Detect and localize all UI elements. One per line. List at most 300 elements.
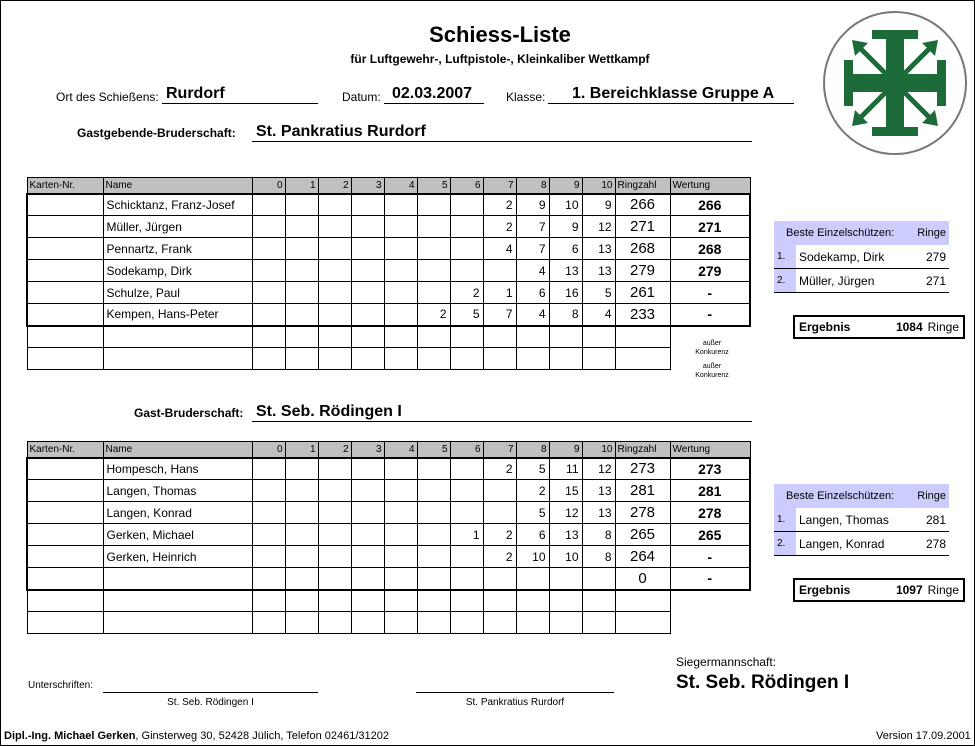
empty-cell[interactable] xyxy=(615,590,670,612)
ringzahl-cell[interactable]: 0 xyxy=(615,568,670,590)
score-cell[interactable] xyxy=(252,524,285,546)
shooter-name-cell[interactable]: Langen, Konrad xyxy=(103,502,252,524)
score-cell[interactable] xyxy=(351,524,384,546)
column-header: 2 xyxy=(318,178,351,194)
score-cell[interactable]: 11 xyxy=(549,458,582,480)
score-cell[interactable] xyxy=(483,568,516,590)
wertung-cell[interactable]: - xyxy=(670,304,750,326)
page-subtitle: für Luftgewehr-, Luftpistole-, Kleinkaliber Wettkampf xyxy=(350,52,650,66)
score-cell[interactable]: 13 xyxy=(582,480,615,502)
score-cell[interactable] xyxy=(582,568,615,590)
score-cell[interactable] xyxy=(417,502,450,524)
score-cell[interactable]: 13 xyxy=(582,502,615,524)
score-cell[interactable]: 16 xyxy=(549,282,582,304)
score-cell[interactable]: 4 xyxy=(582,304,615,326)
empty-cell[interactable] xyxy=(483,612,516,634)
table-row xyxy=(27,458,750,480)
score-cell[interactable] xyxy=(27,260,103,282)
score-cell[interactable]: 7 xyxy=(483,304,516,326)
score-cell[interactable]: 6 xyxy=(549,238,582,260)
score-cell[interactable] xyxy=(252,568,285,590)
score-cell[interactable] xyxy=(351,304,384,326)
score-cell[interactable] xyxy=(252,304,285,326)
column-header: 0 xyxy=(252,442,285,458)
empty-cell[interactable] xyxy=(351,612,384,634)
score-cell[interactable] xyxy=(285,480,318,502)
empty-cell[interactable] xyxy=(384,590,417,612)
score-cell[interactable] xyxy=(351,480,384,502)
column-header: 8 xyxy=(516,178,549,194)
empty-cell[interactable] xyxy=(516,612,549,634)
host-label: Gastgebende-Bruderschaft: xyxy=(77,126,236,140)
ergebnis-unit: Ringe xyxy=(927,583,959,597)
column-header: 4 xyxy=(384,442,417,458)
shooter-name-cell[interactable]: Pennartz, Frank xyxy=(103,238,252,260)
ringzahl-cell[interactable]: 266 xyxy=(615,194,670,216)
score-cell[interactable] xyxy=(417,480,450,502)
score-cell[interactable]: 9 xyxy=(582,194,615,216)
score-cell[interactable] xyxy=(285,568,318,590)
score-cell[interactable] xyxy=(27,546,103,568)
score-cell[interactable]: 5 xyxy=(516,502,549,524)
best-shooters-guest xyxy=(774,484,949,556)
score-cell[interactable] xyxy=(252,480,285,502)
empty-cell[interactable] xyxy=(103,612,252,634)
score-cell[interactable] xyxy=(318,502,351,524)
score-cell[interactable]: 1 xyxy=(483,282,516,304)
shooter-name-cell[interactable]: Kempen, Hans-Peter xyxy=(103,304,252,326)
shooter-name-cell[interactable] xyxy=(103,568,252,590)
score-cell[interactable] xyxy=(384,480,417,502)
score-cell[interactable] xyxy=(27,480,103,502)
score-cell[interactable] xyxy=(252,282,285,304)
ringzahl-cell[interactable]: 271 xyxy=(615,216,670,238)
column-header: 5 xyxy=(417,178,450,194)
empty-cell[interactable] xyxy=(252,326,285,348)
score-cell[interactable] xyxy=(351,502,384,524)
score-cell[interactable] xyxy=(27,524,103,546)
score-cell[interactable] xyxy=(450,260,483,282)
wertung-cell[interactable]: 281 xyxy=(670,480,750,502)
score-cell[interactable] xyxy=(318,282,351,304)
score-cell[interactable] xyxy=(318,194,351,216)
score-cell[interactable] xyxy=(384,238,417,260)
score-cell[interactable]: 8 xyxy=(582,546,615,568)
score-cell[interactable] xyxy=(285,458,318,480)
score-cell[interactable] xyxy=(351,458,384,480)
score-cell[interactable] xyxy=(318,238,351,260)
score-cell[interactable] xyxy=(351,546,384,568)
score-cell[interactable] xyxy=(318,216,351,238)
score-cell[interactable]: 13 xyxy=(582,260,615,282)
score-cell[interactable] xyxy=(27,502,103,524)
host-name-field[interactable]: St. Pankratius Rurdorf xyxy=(252,122,752,142)
empty-cell[interactable] xyxy=(285,612,318,634)
signature-caption-left: St. Seb. Rödingen I xyxy=(167,697,254,708)
empty-cell[interactable] xyxy=(318,348,351,370)
score-cell[interactable] xyxy=(450,458,483,480)
wertung-cell[interactable]: 273 xyxy=(670,458,750,480)
score-cell[interactable] xyxy=(318,546,351,568)
score-cell[interactable] xyxy=(516,568,549,590)
score-cell[interactable] xyxy=(27,194,103,216)
ringzahl-cell[interactable]: 264 xyxy=(615,546,670,568)
score-cell[interactable] xyxy=(285,194,318,216)
column-header: Wertung xyxy=(670,178,750,194)
wertung-cell[interactable]: - xyxy=(670,282,750,304)
score-cell[interactable]: 13 xyxy=(549,260,582,282)
empty-cell[interactable] xyxy=(351,590,384,612)
score-cell[interactable]: 6 xyxy=(516,282,549,304)
ringzahl-cell[interactable]: 273 xyxy=(615,458,670,480)
empty-cell[interactable] xyxy=(285,348,318,370)
score-cell[interactable]: 7 xyxy=(516,238,549,260)
empty-cell[interactable] xyxy=(384,348,417,370)
column-header: 6 xyxy=(450,442,483,458)
best-header: Beste Einzelschützen: xyxy=(774,484,910,508)
score-cell[interactable] xyxy=(252,260,285,282)
empty-cell[interactable] xyxy=(450,348,483,370)
score-cell[interactable]: 2 xyxy=(417,304,450,326)
empty-cell[interactable] xyxy=(549,612,582,634)
score-cell[interactable]: 2 xyxy=(483,546,516,568)
empty-cell[interactable] xyxy=(27,326,103,348)
ringzahl-cell[interactable]: 261 xyxy=(615,282,670,304)
ausser-text: außer xyxy=(702,363,722,370)
empty-cell[interactable] xyxy=(615,612,670,634)
column-header: Karten-Nr. xyxy=(27,442,103,458)
score-cell[interactable]: 10 xyxy=(549,194,582,216)
score-cell[interactable]: 4 xyxy=(516,260,549,282)
score-cell[interactable] xyxy=(417,282,450,304)
guest-table xyxy=(26,441,751,634)
score-cell[interactable] xyxy=(450,194,483,216)
empty-row xyxy=(27,326,750,348)
score-cell[interactable] xyxy=(417,458,450,480)
score-cell[interactable] xyxy=(318,568,351,590)
score-cell[interactable]: 15 xyxy=(549,480,582,502)
empty-cell[interactable] xyxy=(27,612,103,634)
empty-cell[interactable] xyxy=(615,326,670,348)
empty-cell[interactable] xyxy=(516,326,549,348)
column-header: 7 xyxy=(483,178,516,194)
score-cell[interactable] xyxy=(384,458,417,480)
score-cell[interactable] xyxy=(27,458,103,480)
score-cell[interactable] xyxy=(384,260,417,282)
ort-field[interactable]: Rurdorf xyxy=(162,84,318,104)
signature-line-left[interactable] xyxy=(103,692,318,693)
score-cell[interactable] xyxy=(417,194,450,216)
ringzahl-cell[interactable]: 268 xyxy=(615,238,670,260)
konkurenz-text: Konkurenz xyxy=(695,372,729,379)
score-cell[interactable] xyxy=(318,304,351,326)
table-row xyxy=(27,304,750,326)
score-cell[interactable] xyxy=(351,216,384,238)
best-name: Müller, Jürgen xyxy=(796,269,910,293)
score-cell[interactable] xyxy=(318,480,351,502)
score-cell[interactable] xyxy=(450,216,483,238)
wertung-cell[interactable]: - xyxy=(670,568,750,590)
empty-cell[interactable] xyxy=(417,590,450,612)
best-header: Beste Einzelschützen: xyxy=(774,221,910,245)
empty-cell[interactable] xyxy=(582,590,615,612)
score-cell[interactable] xyxy=(483,260,516,282)
column-header: 3 xyxy=(351,442,384,458)
guest-name-field[interactable]: St. Seb. Rödingen I xyxy=(252,402,752,422)
score-cell[interactable] xyxy=(351,194,384,216)
score-cell[interactable] xyxy=(252,216,285,238)
empty-cell[interactable] xyxy=(549,326,582,348)
shooter-name-cell[interactable]: Hompesch, Hans xyxy=(103,458,252,480)
empty-cell[interactable] xyxy=(582,348,615,370)
score-cell[interactable] xyxy=(285,502,318,524)
best-name: Langen, Thomas xyxy=(796,508,910,532)
column-header: Ringzahl xyxy=(615,442,670,458)
empty-cell[interactable] xyxy=(582,326,615,348)
table-row xyxy=(27,480,750,502)
score-cell[interactable] xyxy=(351,568,384,590)
score-cell[interactable] xyxy=(450,568,483,590)
score-cell[interactable] xyxy=(384,502,417,524)
wertung-cell[interactable]: 266 xyxy=(670,194,750,216)
score-cell[interactable] xyxy=(27,216,103,238)
klasse-label: Klasse: xyxy=(506,90,546,104)
wertung-cell[interactable]: 279 xyxy=(670,260,750,282)
shooter-name-cell[interactable]: Schicktanz, Franz-Josef xyxy=(103,194,252,216)
score-cell[interactable] xyxy=(318,458,351,480)
score-cell[interactable] xyxy=(252,458,285,480)
score-cell[interactable] xyxy=(285,304,318,326)
empty-cell[interactable] xyxy=(252,612,285,634)
best-rank: 1. xyxy=(774,245,796,269)
score-cell[interactable] xyxy=(27,568,103,590)
empty-cell[interactable] xyxy=(549,348,582,370)
empty-cell[interactable] xyxy=(351,348,384,370)
winner-label: Siegermannschaft: xyxy=(676,655,777,669)
score-cell[interactable]: 9 xyxy=(516,194,549,216)
score-cell[interactable]: 9 xyxy=(549,216,582,238)
empty-cell[interactable] xyxy=(103,326,252,348)
empty-cell[interactable] xyxy=(516,348,549,370)
ergebnis-unit: Ringe xyxy=(927,320,959,334)
score-cell[interactable]: 8 xyxy=(582,524,615,546)
shooter-name-cell[interactable]: Gerken, Michael xyxy=(103,524,252,546)
table-row xyxy=(27,238,750,260)
empty-cell[interactable] xyxy=(318,326,351,348)
empty-cell[interactable] xyxy=(384,612,417,634)
shooter-name-cell[interactable]: Langen, Thomas xyxy=(103,480,252,502)
ringzahl-cell[interactable]: 265 xyxy=(615,524,670,546)
column-header: 7 xyxy=(483,442,516,458)
datum-field[interactable]: 02.03.2007 xyxy=(384,84,484,104)
konkurenz-text: Konkurenz xyxy=(695,349,729,356)
score-cell[interactable]: 2 xyxy=(483,524,516,546)
klasse-field[interactable]: 1. Bereichklasse Gruppe A xyxy=(548,84,794,104)
column-header: 8 xyxy=(516,442,549,458)
empty-cell[interactable] xyxy=(615,348,670,370)
footer-author: Dipl.-Ing. Michael Gerken xyxy=(4,730,136,742)
empty-cell[interactable] xyxy=(450,590,483,612)
score-cell[interactable]: 2 xyxy=(483,216,516,238)
score-cell[interactable] xyxy=(417,546,450,568)
score-cell[interactable] xyxy=(351,282,384,304)
column-header: Ringzahl xyxy=(615,178,670,194)
score-cell[interactable] xyxy=(384,282,417,304)
table-row xyxy=(27,216,750,238)
score-cell[interactable]: 10 xyxy=(549,546,582,568)
empty-cell[interactable] xyxy=(27,348,103,370)
score-cell[interactable]: 12 xyxy=(549,502,582,524)
score-cell[interactable] xyxy=(384,524,417,546)
empty-cell[interactable] xyxy=(27,590,103,612)
column-header: 1 xyxy=(285,442,318,458)
score-cell[interactable]: 6 xyxy=(516,524,549,546)
ergebnis-guest-box xyxy=(793,578,965,602)
table-row xyxy=(27,282,750,304)
empty-cell[interactable] xyxy=(384,326,417,348)
score-cell[interactable] xyxy=(384,568,417,590)
footer-address: , Ginsterweg 30, 52428 Jülich, Telefon 02461/31202 xyxy=(135,730,390,742)
score-cell[interactable] xyxy=(384,194,417,216)
score-cell[interactable] xyxy=(483,502,516,524)
table-row xyxy=(27,194,750,216)
shooter-name-cell[interactable]: Schulze, Paul xyxy=(103,282,252,304)
wertung-cell[interactable]: 268 xyxy=(670,238,750,260)
empty-cell[interactable] xyxy=(483,348,516,370)
empty-cell[interactable] xyxy=(483,590,516,612)
score-cell[interactable] xyxy=(450,546,483,568)
score-cell[interactable] xyxy=(252,238,285,260)
empty-cell[interactable] xyxy=(318,612,351,634)
score-cell[interactable] xyxy=(417,238,450,260)
empty-cell[interactable] xyxy=(285,590,318,612)
empty-cell[interactable] xyxy=(450,612,483,634)
score-cell[interactable]: 5 xyxy=(516,458,549,480)
empty-cell[interactable] xyxy=(103,348,252,370)
score-cell[interactable]: 2 xyxy=(450,282,483,304)
score-cell[interactable]: 12 xyxy=(582,216,615,238)
empty-cell[interactable] xyxy=(516,590,549,612)
datum-label: Datum: xyxy=(342,90,381,104)
score-cell[interactable]: 10 xyxy=(516,546,549,568)
score-cell[interactable] xyxy=(450,502,483,524)
score-cell[interactable] xyxy=(417,568,450,590)
score-cell[interactable]: 7 xyxy=(516,216,549,238)
score-cell[interactable] xyxy=(384,216,417,238)
column-header: Wertung xyxy=(670,442,750,458)
score-cell[interactable] xyxy=(27,282,103,304)
best-value: 281 xyxy=(910,508,949,532)
empty-cell[interactable] xyxy=(417,348,450,370)
score-cell[interactable] xyxy=(285,216,318,238)
score-cell[interactable] xyxy=(384,304,417,326)
empty-cell[interactable] xyxy=(318,590,351,612)
score-cell[interactable] xyxy=(318,524,351,546)
column-header: Karten-Nr. xyxy=(27,178,103,194)
empty-cell[interactable] xyxy=(103,590,252,612)
score-cell[interactable]: 1 xyxy=(450,524,483,546)
wertung-cell[interactable]: 278 xyxy=(670,502,750,524)
ringzahl-cell[interactable]: 278 xyxy=(615,502,670,524)
empty-cell[interactable] xyxy=(582,612,615,634)
score-cell[interactable] xyxy=(27,304,103,326)
score-cell[interactable] xyxy=(351,238,384,260)
score-cell[interactable] xyxy=(318,260,351,282)
score-cell[interactable] xyxy=(450,480,483,502)
score-cell[interactable]: 5 xyxy=(450,304,483,326)
winner-name: St. Seb. Rödingen I xyxy=(676,672,850,693)
ringzahl-cell[interactable]: 279 xyxy=(615,260,670,282)
score-cell[interactable] xyxy=(417,524,450,546)
wertung-cell[interactable]: - xyxy=(670,546,750,568)
wertung-cell[interactable]: 265 xyxy=(670,524,750,546)
empty-cell[interactable] xyxy=(351,326,384,348)
column-header: 9 xyxy=(549,178,582,194)
empty-cell[interactable] xyxy=(417,612,450,634)
score-cell[interactable] xyxy=(351,260,384,282)
score-cell[interactable] xyxy=(252,502,285,524)
score-cell[interactable] xyxy=(252,546,285,568)
score-cell[interactable]: 4 xyxy=(483,238,516,260)
score-cell[interactable] xyxy=(450,238,483,260)
empty-cell[interactable] xyxy=(285,326,318,348)
footer-credit xyxy=(4,730,389,742)
score-cell[interactable]: 2 xyxy=(516,480,549,502)
empty-cell[interactable] xyxy=(252,590,285,612)
score-cell[interactable] xyxy=(417,216,450,238)
table-row xyxy=(27,502,750,524)
column-header: 2 xyxy=(318,442,351,458)
empty-cell[interactable] xyxy=(450,326,483,348)
score-cell[interactable]: 2 xyxy=(483,194,516,216)
score-cell[interactable]: 2 xyxy=(483,458,516,480)
score-cell[interactable]: 4 xyxy=(516,304,549,326)
score-cell[interactable] xyxy=(417,260,450,282)
score-cell[interactable]: 8 xyxy=(549,304,582,326)
score-cell[interactable] xyxy=(285,282,318,304)
score-cell[interactable] xyxy=(285,260,318,282)
empty-cell[interactable] xyxy=(417,326,450,348)
ringzahl-cell[interactable]: 233 xyxy=(615,304,670,326)
score-cell[interactable] xyxy=(285,238,318,260)
empty-cell[interactable] xyxy=(252,348,285,370)
score-cell[interactable]: 12 xyxy=(582,458,615,480)
score-cell[interactable] xyxy=(252,194,285,216)
empty-cell[interactable] xyxy=(549,590,582,612)
shooter-name-cell[interactable]: Gerken, Heinrich xyxy=(103,546,252,568)
empty-cell[interactable] xyxy=(483,326,516,348)
score-cell[interactable] xyxy=(285,524,318,546)
shooter-name-cell[interactable]: Sodekamp, Dirk xyxy=(103,260,252,282)
signature-line-right[interactable] xyxy=(416,692,614,693)
score-cell[interactable] xyxy=(549,568,582,590)
score-cell[interactable]: 13 xyxy=(549,524,582,546)
shooter-name-cell[interactable]: Müller, Jürgen xyxy=(103,216,252,238)
guest-table-header xyxy=(27,442,750,458)
score-cell[interactable] xyxy=(384,546,417,568)
score-cell[interactable] xyxy=(27,238,103,260)
column-header: 3 xyxy=(351,178,384,194)
best-value: 278 xyxy=(910,532,949,556)
score-cell[interactable]: 5 xyxy=(582,282,615,304)
empty-row xyxy=(27,348,750,370)
score-cell[interactable] xyxy=(483,480,516,502)
score-cell[interactable]: 13 xyxy=(582,238,615,260)
ringzahl-cell[interactable]: 281 xyxy=(615,480,670,502)
wertung-cell[interactable]: 271 xyxy=(670,216,750,238)
column-header: 10 xyxy=(582,178,615,194)
score-cell[interactable] xyxy=(285,546,318,568)
